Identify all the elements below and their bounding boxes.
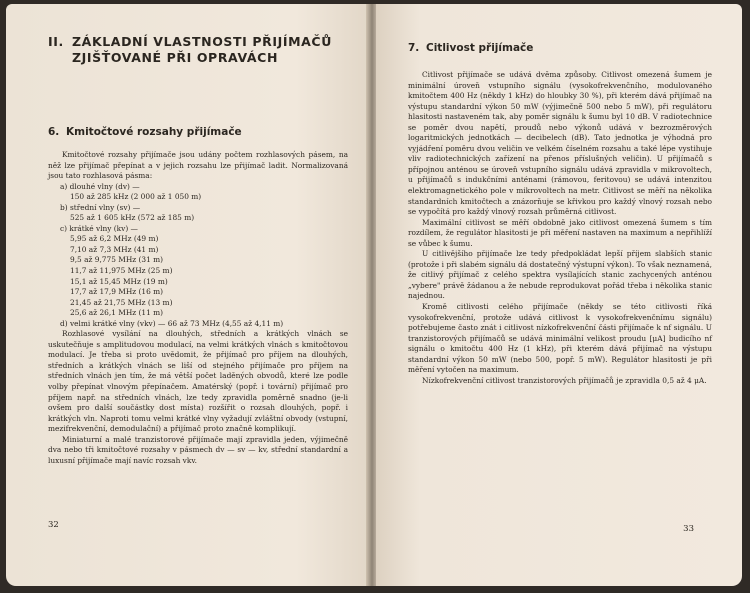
- chapter-title-line-2: ZJIŠŤOVANÉ PŘI OPRAVÁCH: [72, 50, 278, 65]
- right-page: [376, 4, 742, 586]
- section-heading-6: [48, 126, 348, 138]
- body-paragraph: Maximální citlivost se měří obdobně jako citlivost omezená šumem s tím rozdílem, že regulátor hlasitosti je při měření nastaven na maximum a nepřihlíží se vůbec k šumu.: [408, 217, 712, 248]
- right-body-text: [408, 70, 712, 386]
- band-list-item: 25,6 až 26,1 MHz (11 m): [70, 308, 164, 318]
- band-list-item: c) krátké vlny (kv) —: [60, 223, 138, 233]
- intro-paragraph: Kmitočtové rozsahy přijímače jsou udány počtem rozhlasových pásem, na něž lze přijímač přepínat a v jejich rozsahu lze přijímač ladit. Normalizovaná jsou tato rozhlasová pásma:: [48, 150, 348, 181]
- band-list-item: 17,7 až 17,9 MHz (16 m): [70, 287, 164, 297]
- body-paragraph: U citlivějšího přijímače lze tedy předpokládat lepší příjem slabších stanic (protože i při slabém signálu dá dostatečný výstupní výkon). To však neznamená, že citlivý přijímač z celého spektra vysílajících stanic zachycených anténou „vybere" právě žádanou a že nebude reprodukovat pořád třeba i několika stanic najednou.: [408, 249, 712, 301]
- band-list: [48, 182, 348, 330]
- band-list-item: b) střední vlny (sv) —: [60, 202, 141, 212]
- body-paragraph: Nízkofrekvenční citlivost tranzistorových přijímačů je zpravidla 0,5 až 4 μA.: [422, 375, 707, 385]
- section-heading-7: [408, 42, 712, 54]
- band-list-item: 5,95 až 6,2 MHz (49 m): [70, 234, 159, 244]
- section-number: 7.: [408, 42, 420, 54]
- body-paragraph: Rozhlasové vysílání na dlouhých, středních a krátkých vlnách se uskutečňuje s amplitudovou modulací, na velmi krátkých vlnách s kmitočtovou modulací. Je třeba si proto uvědomit, že přijímač pro příjem na dlouhých, středních a krátkých vlnách se liší od stejného přijímače pro příjem na středních vlnách jen tím, že má větší počet laděných obvodů, které lze podle volby přepínat vlnovým přepínačem. Amatérský (popř. i tovární) přijímač pro příjem např. na středních vlnách, lze tedy zpravidla poměrně snadno (je-li ovšem pro další součástky dost místa) rozšířit o rozsah dlouhých, popř. i krátkých vln. Naproti tomu velmi krátké vlny vyžadují zvláštní obvody (vstupní, mezifrekvenční, demodulační) a přijímač proto značně komplikují.: [48, 329, 348, 434]
- page-number: 33: [683, 524, 694, 534]
- body-paragraph: Citlivost přijímače se udává dvěma způsoby. Citlivost omezená šumem je minimální úroveň vstupního signálu (vysokofrekvenčního, modulovaného kmitočtem 400 Hz (někdy 1 kHz) do hloubky 30 %), při kterém dává přijímač na výstupu standardní výkon 50 mW (výjimečně 500 nebo 5 mW), při regulátoru hlasitosti nastaveném tak, aby poměr signálu k šumu byl 10 dB. V radiotechnice se poměr dvou napětí, proudů nebo výkonů udává v bezrozměrových logaritmických jednotkách — decibelech (dB). Tato jednotka je výhodná pro vyjádření poměru dvou veličin ve velkém číselném rozsahu a také lépe vystihuje vliv radiotechnických zařízení na přenos příslušných veličin). U přijímačů s přípojnou anténou se úroveň vstupního signálu udává zpravidla v mikrovoltech, u přijímačů s indukčními anténami (rámovou, feritovou) se udává intenzitou elektromagnetického pole v mikrovoltech na metr. Citlivost se měří na několika standardních kmitočtech a znázorňuje se křivkou pro každý vlnový rozsah nebo se vypočítá pro každý vlnový rozsah průměrná citlivost.: [408, 70, 712, 217]
- band-list-item: 7,10 až 7,3 MHz (41 m): [70, 244, 159, 254]
- band-list-item: 150 až 285 kHz (2 000 až 1 050 m): [70, 192, 202, 202]
- section-title: Kmitočtové rozsahy přijímače: [66, 126, 242, 138]
- chapter-title-line-1: ZÁKLADNÍ VLASTNOSTI PŘIJÍMAČŮ: [72, 34, 332, 49]
- chapter-number: II.: [48, 34, 64, 49]
- band-list-item: 11,7 až 11,975 MHz (25 m): [70, 266, 173, 276]
- band-list-item: d) velmi krátké vlny (vkv) — 66 až 73 MHz (4,55 až 4,11 m): [60, 318, 284, 328]
- band-list-item: 15,1 až 15,45 MHz (19 m): [70, 276, 168, 286]
- band-list-item: 21,45 až 21,75 MHz (13 m): [70, 297, 173, 307]
- band-list-item: a) dlouhé vlny (dv) —: [60, 181, 140, 191]
- section-number: 6.: [48, 126, 60, 138]
- section-title: Citlivost přijímače: [426, 42, 534, 54]
- page-number: 32: [48, 520, 59, 530]
- body-paragraph: Miniaturní a malé tranzistorové přijímače mají zpravidla jeden, výjimečně dva nebo tři kmitočtové rozsahy v pásmech dv — sv — kv, střední standardní a luxusní přijímače mají navíc rozsah vkv.: [48, 434, 348, 465]
- band-list-item: 9,5 až 9,775 MHz (31 m): [70, 255, 164, 265]
- body-paragraph: Kromě citlivosti celého přijímače (někdy se této citlivosti říká vysokofrekvenční, protože udává citlivost k vysokofrekvenčnímu signálu) potřebujeme často znát i citlivost nízkofrekvenční části přijímače k nf signálu. U tranzistorových přijímačů se udává minimální velikost proudu [μA] budicího nf signálu o kmitočtu 400 Hz (1 kHz), při kterém dává přijímač na výstupu standardní výkon 50 mW (nebo 500, popř. 5 mW). Regulátor hlasitosti je při měření vytočen na maximum.: [408, 302, 712, 375]
- left-body-text: [48, 150, 348, 466]
- left-page: [6, 4, 368, 586]
- chapter-heading: [48, 34, 348, 66]
- band-list-item: 525 až 1 605 kHz (572 až 185 m): [70, 213, 195, 223]
